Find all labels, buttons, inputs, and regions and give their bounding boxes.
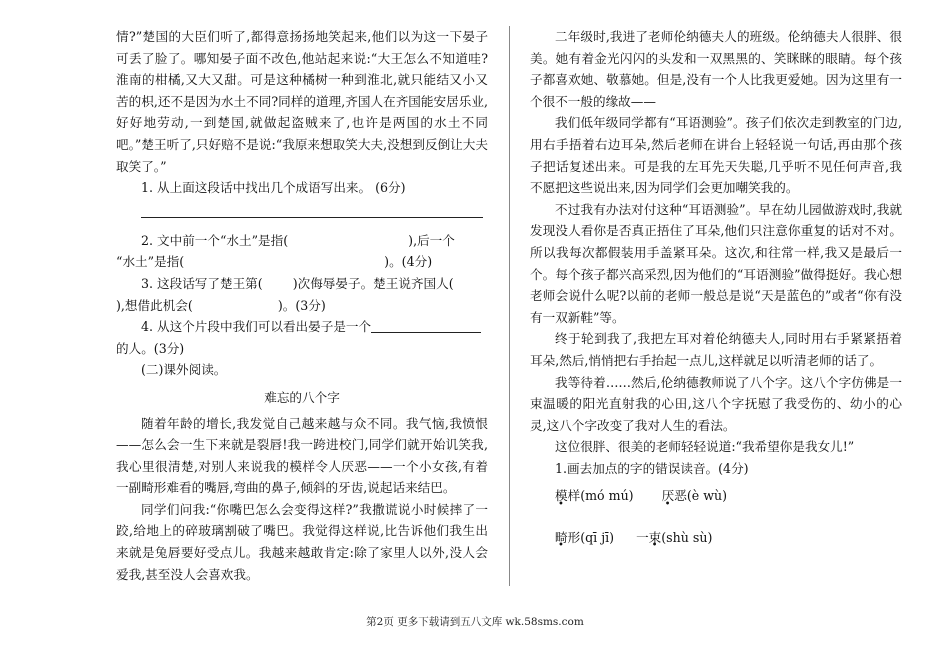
question-4: 4. 从这个片段中我们可以看出晏子是一个 bbox=[116, 316, 488, 338]
question-2-cont: “水土”是指( )。(4分) bbox=[116, 254, 433, 270]
story-paragraph-5: 不过我有办法对付这种“耳语测验”。早在幼儿园做游戏时,我就发现没人看你是否真正捂住了耳朵,他们只注意你重复的话对不对。所以我每次都假装用手盖紧耳朵。这次,和往常一样,我又是最后一个。每个孩子都兴高采烈,因为他们的“耳语测验”做得挺好。我心想老师会说什么呢?以前的老师一般总是说“天是蓝色的”或者“你有没有一双新鞋”等。 bbox=[530, 201, 902, 325]
story-paragraph-8: 这位很胖、很美的老师轻轻说道:“我希望你是我女儿!” bbox=[555, 439, 855, 455]
story-paragraph-4: 我们低年级同学都有“耳语测验”。孩子们依次走到教室的门边,用右手捂着右边耳朵,然后老师在讲台上轻轻说一句话,再由那个孩子把话复述出来。可是我的左耳先天失聪,几乎听不见任何声音,我不愿把这些说出来,因为同学们会更加嘲笑我的。 bbox=[530, 115, 902, 196]
story-paragraph-6: 终于轮到我了,我把左耳对着伦纳德夫人,同时用右手紧紧捂着耳朵,然后,悄悄把右手抬起一点儿,这样就足以听清老师的话了。 bbox=[530, 331, 902, 368]
story-paragraph-1: 随着年龄的增长,我发觉自己越来越与众不同。我气恼,我愤恨——怎么会一生下来就是裂唇!我一跨进校门,同学们就开始讥笑我,我心里很清楚,对别人来说我的模样令人厌恶——一个小女孩,有着一副畸形难看的嘴唇,弯曲的鼻子,倾斜的牙齿,说起话来结巴。 bbox=[116, 415, 488, 496]
story-paragraph-2: 同学们问我:“你嘴巴怎么会变得这样?”我撒谎说小时候摔了一跤,给地上的碎玻璃割破了嘴巴。我觉得这样说,比告诉他们我生出来就是兔唇要好受点儿。我越来越敢肯定:除了家里人以外,没人会爱我,甚至没人会喜欢我。 bbox=[116, 501, 488, 582]
reading-question-1: 1.画去加点的字的错误读音。(4分) bbox=[555, 460, 749, 476]
char-yi: 一 bbox=[636, 530, 649, 546]
left-column bbox=[116, 26, 488, 585]
dotted-char-yan: 厌 bbox=[661, 488, 675, 504]
story-paragraph-7: 我等待着……然后,伦纳德教师说了八个字。这八个字仿佛是一束温暖的阳光直射我的心田,这八个字抚慰了我受伤的、幼小的心灵,这八个字改变了我对人生的看法。 bbox=[530, 374, 902, 433]
blank-q4[interactable] bbox=[371, 318, 481, 333]
right-column bbox=[530, 26, 902, 549]
pinyin-row-2 bbox=[530, 527, 902, 549]
section-heading: (二)课外阅读。 bbox=[141, 362, 227, 378]
story-paragraph-3: 二年级时,我进了老师伦纳德夫人的班级。伦纳德夫人很胖、很美。她有着金光闪闪的头发和一双黑黑的、笑眯眯的眼睛。每个孩子都喜欢她、敬慕她。但是,没有一个人比我更爱她。因为这里有一个很不一般的缘故—— bbox=[530, 29, 902, 109]
pinyin-option-yishu[interactable]: (shù sù) bbox=[661, 530, 713, 546]
question-2: 2. 文中前一个“水土”是指( ),后一个 bbox=[141, 232, 455, 248]
dotted-char-shu: 束 bbox=[648, 530, 662, 546]
pinyin-option-jixing[interactable]: 形(qī jī) bbox=[567, 530, 615, 546]
pinyin-option-moyang[interactable]: 样(mó mú) bbox=[567, 488, 634, 504]
story-title: 难忘的八个字 bbox=[264, 389, 340, 405]
question-3: 3. 这段话写了楚王第( )次侮辱晏子。楚王说齐国人( bbox=[141, 275, 454, 291]
dotted-char-ji: 畸 bbox=[555, 530, 568, 546]
question-3-cont: ),想借此机会( )。(3分) bbox=[116, 297, 326, 313]
pinyin-option-yanwu[interactable]: 恶(è wù) bbox=[674, 488, 728, 504]
page-footer: 第2页 更多下载请到五八文库 wk.58sms.com bbox=[366, 616, 584, 628]
dotted-char-mo: 模 bbox=[555, 488, 568, 504]
pinyin-row-1 bbox=[530, 485, 902, 507]
question-4-cont: 的人。(3分) bbox=[116, 340, 185, 356]
answer-line-q1[interactable] bbox=[141, 205, 483, 218]
question-1: 1. 从上面这段话中找出几个成语写出来。 (6分) bbox=[141, 180, 406, 196]
passage-excerpt: 情?”楚国的大臣们听了,都得意扬扬地笑起来,他们以为这一下晏子可丢了脸了。哪知晏子面不改色,他站起来说:“大王怎么不知道哇?淮南的柑橘,又大又甜。可是这种橘树一种到淮北,就只能结又小又苦的枳,还不是因为水土不同?同样的道理,齐国人在齐国能安居乐业,好好地劳动,一到楚国,就做起盗贼来了,也许是两国的水土不同吧。”楚王听了,只好赔不是说:“我原来想取笑大夫,没想到反倒让大夫取笑了。” bbox=[116, 29, 488, 174]
column-divider bbox=[509, 26, 510, 586]
